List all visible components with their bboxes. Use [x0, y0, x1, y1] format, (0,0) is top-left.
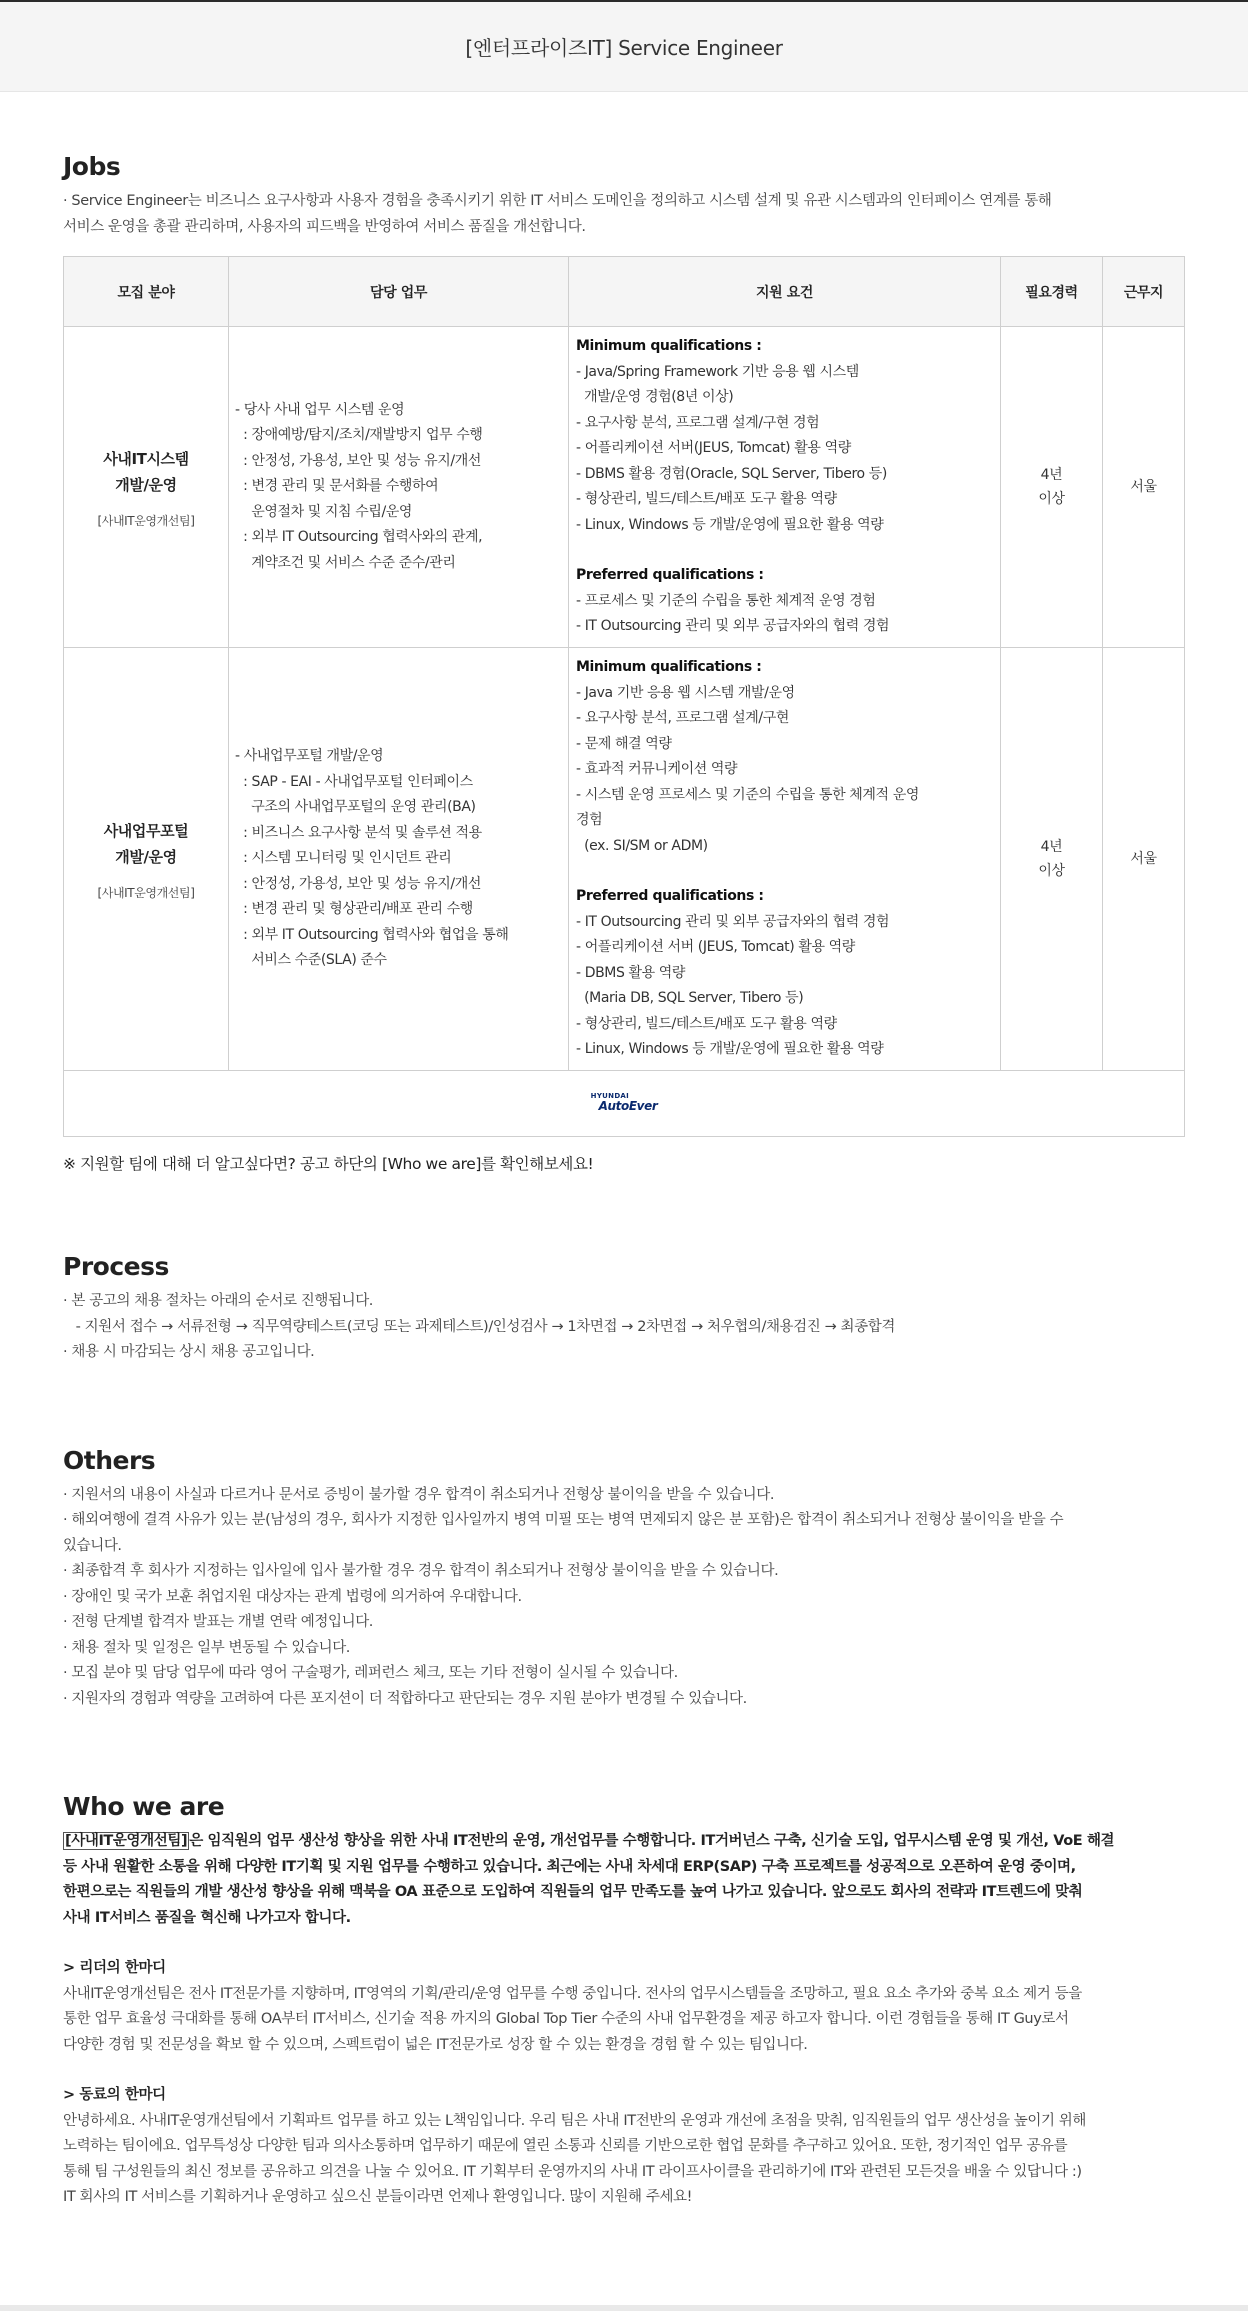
location-cell: 서울	[1103, 327, 1185, 648]
logo-row	[64, 1071, 1185, 1137]
requirement-line: - Java 기반 응용 웹 시스템 개발/운영	[576, 684, 795, 701]
table-row	[64, 327, 1185, 648]
requirement-line: - 요구사항 분석, 프로그램 설계/구현 경험	[576, 414, 820, 431]
field-cell	[64, 327, 229, 648]
requirement-line: 경험	[576, 812, 603, 829]
peer-line: IT 회사의 IT 서비스를 기획하거나 운영하고 싶으신 분들이라면 언제나 환영입니다. 많이 지원해 주세요!	[63, 2189, 693, 2205]
leader-line: 통한 업무 효율성 극대화를 통해 OA부터 IT서비스, 신기술 적용 까지의 Global Top Tier 수준의 사내 업무환경을 제공 하고자 합니다. 이런 경험들을 통해 IT Guy로서	[63, 2011, 1069, 2027]
requirements-cell	[569, 648, 1001, 1071]
others-line: · 장애인 및 국가 보훈 취업지원 대상자는 관계 법령에 의거하여 우대합니다.	[63, 1588, 522, 1605]
jobs-section	[63, 152, 1185, 1177]
pref-qualifications-title: Preferred qualifications :	[576, 567, 764, 584]
requirements-cell	[569, 327, 1001, 648]
duty-line: : 장애예방/탐지/조치/재발방지 업무 수행	[235, 427, 483, 444]
preferred-line: - IT Outsourcing 관리 및 외부 공급자와의 협력 경험	[576, 618, 890, 635]
field-name-line: 사내IT시스템	[103, 449, 189, 468]
requirement-line: - DBMS 활용 경험(Oracle, SQL Server, Tibero 등)	[576, 465, 887, 482]
preferred-line: - Linux, Windows 등 개발/운영에 필요한 활용 역량	[576, 1041, 884, 1058]
others-line: · 최종합격 후 회사가 지정하는 입사일에 입사 불가할 경우 경우 합격이 취소되거나 전형상 불이익을 받을 수 있습니다.	[63, 1563, 779, 1579]
requirement-line: 개발/운영 경험(8년 이상)	[576, 389, 734, 406]
duty-line: : 안정성, 가용성, 보안 및 성능 유지/개선	[235, 452, 481, 469]
others-section	[63, 1446, 1185, 1713]
header-location: 근무지	[1103, 257, 1185, 327]
career-line: 4년	[1040, 467, 1063, 483]
duty-line: 운영절차 및 지침 수립/운영	[235, 503, 413, 520]
preferred-line: - 형상관리, 빌드/테스트/배포 도구 활용 역량	[576, 1015, 837, 1032]
others-heading: Others	[63, 1445, 156, 1475]
footer-border	[0, 2305, 1248, 2311]
leader-line: 다양한 경험 및 전문성을 확보 할 수 있으며, 스펙트럼이 넓은 IT전문가로 성장 할 수 있는 환경을 경험 할 수 있는 팀입니다.	[63, 2036, 808, 2053]
page-header	[0, 2, 1248, 92]
others-line: · 해외여행에 결격 사유가 있는 분(남성의 경우, 회사가 지정한 입사일까지 병역 미필 또는 병역 면제되지 않은 분 포함)은 합격이 취소되거나 전형상 불이익을 받을 수	[63, 1512, 1064, 1528]
header-requirements: 지원 요건	[569, 257, 1001, 327]
career-cell	[1001, 648, 1103, 1071]
duty-line: : 안정성, 가용성, 보안 및 성능 유지/개선	[235, 875, 481, 892]
peer-title: > 동료의 한마디	[63, 2087, 166, 2103]
jobs-intro-line: · Service Engineer는 비즈니스 요구사항과 사용자 경험을 충족시키기 위한 IT 서비스 도메인을 정의하고 시스템 설계 및 유관 시스템과의 인터페이스 연계를 통해	[63, 193, 1052, 209]
career-cell	[1001, 327, 1103, 648]
requirement-line: - 효과적 커뮤니케이션 역량	[576, 761, 738, 778]
jobs-intro-line: 서비스 운영을 총괄 관리하며, 사용자의 피드백을 반영하여 서비스 품질을 개선합니다.	[63, 218, 586, 235]
requirement-line: - 시스템 운영 프로세스 및 기준의 수립을 통한 체계적 운영	[576, 786, 919, 803]
requirement-line: - 문제 해결 역량	[576, 735, 672, 752]
duty-line: - 사내업무포털 개발/운영	[235, 748, 384, 765]
spacer	[576, 538, 993, 563]
process-line: · 본 공고의 채용 절차는 아래의 순서로 진행됩니다.	[63, 1293, 374, 1309]
career-line: 4년	[1040, 839, 1063, 855]
career-line: 이상	[1038, 863, 1065, 879]
peer-line: 안녕하세요. 사내IT운영개선팀에서 기획파트 업무를 하고 있는 L책임입니다. 우리 팀은 사내 IT전반의 운영과 개선에 초점을 맞춰, 임직원들의 업무 생산성을 높이기 위해	[63, 2112, 1087, 2129]
posting-content	[0, 92, 1248, 2211]
who-we-are-heading: Who we are	[63, 1792, 225, 1821]
duty-line: 구조의 사내업무포털의 운영 관리(BA)	[235, 799, 476, 816]
logo-top-text: HYUNDAI	[590, 1092, 630, 1100]
leader-line: 사내IT운영개선팀은 전사 IT전문가를 지향하며, IT영역의 기획/관리/운영 업무를 수행 중입니다. 전사의 업무시스템들을 조망하고, 필요 요소 추가와 중복 요소 제거 등을	[63, 1985, 1082, 2002]
career-line: 이상	[1038, 491, 1065, 507]
others-line: · 지원자의 경험과 역량을 고려하여 다른 포지션이 더 적합하다고 판단되는 경우 지원 분야가 변경될 수 있습니다.	[63, 1690, 747, 1707]
logo-bottom-text: AutoEver	[598, 1099, 658, 1113]
field-cell	[64, 648, 229, 1071]
table-header-row	[64, 257, 1185, 327]
duty-line: : 비즈니스 요구사항 분석 및 솔루션 적용	[235, 824, 482, 841]
duty-line: 계약조건 및 서비스 수준 준수/관리	[235, 554, 456, 571]
others-line: · 지원서의 내용이 사실과 다르거나 문서로 증빙이 불가할 경우 합격이 취소되거나 전형상 불이익을 받을 수 있습니다.	[63, 1486, 775, 1503]
who-intro-line: 사내 IT서비스 품질을 혁신해 나가고자 합니다.	[63, 1909, 351, 1926]
duty-line: 서비스 수준(SLA) 준수	[235, 952, 387, 969]
field-name-line: 개발/운영	[115, 475, 177, 494]
logo-cell	[64, 1071, 1185, 1137]
others-line: · 전형 단계별 합격자 발표는 개별 연락 예정입니다.	[63, 1614, 374, 1630]
process-section	[63, 1252, 1185, 1366]
spacer	[576, 859, 993, 884]
preferred-line: - DBMS 활용 역량	[576, 964, 686, 981]
header-duties: 담당 업무	[229, 257, 569, 327]
duty-line: : 외부 IT Outsourcing 협력사와 협업을 통해	[235, 926, 509, 943]
min-qualifications-title: Minimum qualifications :	[576, 338, 762, 355]
requirement-line: - 요구사항 분석, 프로그램 설계/구현	[576, 710, 789, 727]
jobs-table	[63, 256, 1185, 1137]
requirement-line: - 어플리케이션 서버(JEUS, Tomcat) 활용 역량	[576, 440, 851, 457]
pref-qualifications-title: Preferred qualifications :	[576, 888, 764, 905]
duty-line: - 당사 사내 업무 시스템 운영	[235, 401, 405, 418]
others-line: · 모집 분야 및 담당 업무에 따라 영어 구술평가, 레퍼런스 체크, 또는 기타 전형이 실시될 수 있습니다.	[63, 1665, 678, 1681]
requirement-line: - Linux, Windows 등 개발/운영에 필요한 활용 역량	[576, 516, 884, 533]
preferred-line: - 어플리케이션 서버 (JEUS, Tomcat) 활용 역량	[576, 939, 855, 956]
field-team: [사내IT운영개선팀]	[97, 885, 195, 900]
preferred-line: - IT Outsourcing 관리 및 외부 공급자와의 협력 경험	[576, 913, 890, 930]
who-intro-line: 등 사내 원활한 소통을 위해 다양한 IT기획 및 지원 업무를 수행하고 있습니다. 최근에는 사내 차세대 ERP(SAP) 구축 프로젝트를 성공적으로 오픈하여 운영 중이며,	[63, 1858, 1076, 1875]
who-intro-line: 한편으로는 직원들의 개발 생산성 향상을 위해 맥북을 OA 표준으로 도입하여 직원들의 업무 만족도를 높여 나가고 있습니다. 앞으로도 회사의 전략과 IT트렌드에 맞춰	[63, 1884, 1083, 1900]
preferred-line: (Maria DB, SQL Server, Tibero 등)	[576, 990, 804, 1007]
duty-line: : 변경 관리 및 형상관리/배포 관리 수행	[235, 901, 473, 918]
process-line: - 지원서 접수 → 서류전형 → 직무역량테스트(코딩 또는 과제테스트)/인성검사 → 1차면접 → 2차면접 → 처우협의/채용검진 → 최종합격	[63, 1318, 895, 1335]
field-name-line: 사내업무포털	[103, 821, 189, 840]
duty-line: : 외부 IT Outsourcing 협력사와의 관계,	[235, 529, 483, 546]
duty-line: : 시스템 모니터링 및 인시던트 관리	[235, 850, 452, 867]
field-team: [사내IT운영개선팀]	[97, 513, 195, 528]
hyundai-autoever-logo	[591, 1093, 658, 1112]
preferred-line: - 프로세스 및 기준의 수립을 통한 체계적 운영 경험	[576, 592, 876, 609]
duties-cell	[229, 327, 569, 648]
others-line: · 채용 절차 및 일정은 일부 변동될 수 있습니다.	[63, 1639, 351, 1656]
others-line: 있습니다.	[63, 1537, 122, 1554]
duty-line: : SAP - EAI - 사내업무포털 인터페이스	[235, 773, 473, 790]
peer-line: 노력하는 팀이에요. 업무특성상 다양한 팀과 의사소통하며 업무하기 때문에 열린 소통과 신뢰를 기반으로한 협업 문화를 추구하고 있어요. 또한, 정기적인 업무 공유를	[63, 2138, 1068, 2154]
requirement-line: (ex. SI/SM or ADM)	[576, 837, 708, 854]
who-intro-rest: 은 임직원의 업무 생산성 향상을 위한 사내 IT전반의 운영, 개선업무를 수행합니다. IT거버넌스 구축, 신기술 도입, 업무시스템 운영 및 개선, VoE 해결	[189, 1833, 1115, 1849]
who-we-are-section	[63, 1792, 1185, 2211]
header-career: 필요경력	[1001, 257, 1103, 327]
min-qualifications-title: Minimum qualifications :	[576, 659, 762, 676]
location-cell: 서울	[1103, 648, 1185, 1071]
team-note: ※ 지원할 팀에 대해 더 알고싶다면? 공고 하단의 [Who we are]를 확인해보세요!	[63, 1155, 594, 1173]
duty-line: : 변경 관리 및 문서화를 수행하여	[235, 478, 439, 495]
leader-title: > 리더의 한마디	[63, 1960, 166, 1976]
duties-cell	[229, 648, 569, 1071]
requirement-line: - 형상관리, 빌드/테스트/배포 도구 활용 역량	[576, 491, 837, 508]
jobs-heading: Jobs	[63, 152, 121, 181]
page-title: [엔터프라이즈IT] Service Engineer	[465, 36, 783, 60]
team-tag: [사내IT운영개선팀]	[65, 1833, 188, 1849]
peer-line: 통해 팀 구성원들의 최신 정보를 공유하고 의견을 나눌 수 있어요. IT 기획부터 운영까지의 사내 IT 라이프사이클을 관리하기에 IT와 관련된 모든것을 배울 수 있답니다 :)	[63, 2163, 1082, 2180]
who-intro-line	[63, 1829, 1185, 1855]
process-line: · 채용 시 마감되는 상시 채용 공고입니다.	[63, 1344, 315, 1360]
field-name-line: 개발/운영	[115, 847, 177, 866]
process-heading: Process	[63, 1252, 169, 1281]
header-field: 모집 분야	[64, 257, 229, 327]
table-row	[64, 648, 1185, 1071]
requirement-line: - Java/Spring Framework 기반 응용 웹 시스템	[576, 363, 859, 380]
